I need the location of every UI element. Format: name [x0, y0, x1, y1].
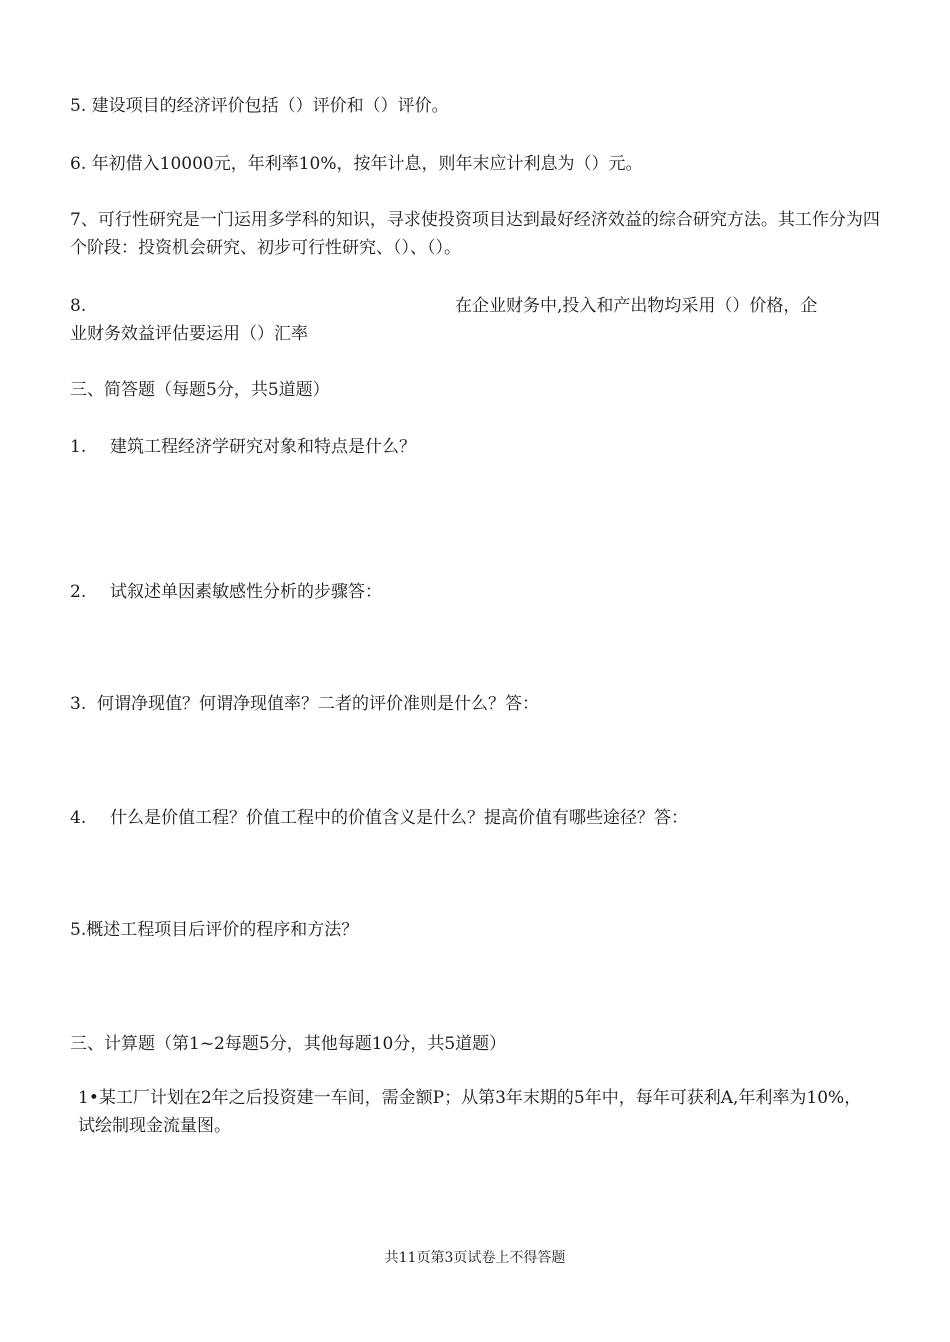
question-number: 3.	[70, 694, 87, 714]
section-heading-short-answer: 三、简答题（每题5分，共5道题）	[70, 380, 330, 400]
question-text: 概述工程项目后评价的程序和方法？	[86, 920, 359, 940]
question-8-text-continued: 业财务效益评估要运用（）汇率	[70, 324, 308, 344]
short-answer-4	[70, 804, 688, 832]
short-answer-2	[70, 578, 382, 606]
question-5: 5. 建设项目的经济评价包括（）评价和（）评价。	[70, 96, 449, 116]
question-8-text: 在企业财务中,投入和产出物均采用（）价格，企	[455, 296, 818, 316]
question-text: 试叙述单因素敏感性分析的步骤答：	[110, 582, 382, 602]
question-number: 2.	[70, 582, 87, 602]
question-number: 4.	[70, 808, 87, 828]
question-6: 6. 年初借入10000元，年利率10%，按年计息，则年末应计利息为（）元。	[70, 154, 643, 174]
question-7: 7、可行性研究是一门运用多学科的知识，寻求使投资项目达到最好经济效益的综合研究方法。其工作分为四个阶段：投资机会研究、初步可行性研究、（）、（）。	[70, 210, 880, 258]
section-heading-calculation: 三、计算题（第1~2每题5分，其他每题10分，共5道题）	[70, 1034, 507, 1054]
calculation-question-1: 1•某工厂计划在2年之后投资建一车间，需金额P；从第3年末期的5年中，每年可获利A,年利率为10%，试绘制现金流量图。	[78, 1088, 862, 1136]
question-8-number: 8.	[70, 296, 87, 316]
question-number: 5.	[70, 920, 87, 940]
short-answer-1	[70, 433, 416, 461]
question-text: 建筑工程经济学研究对象和特点是什么？	[110, 437, 416, 457]
question-text: 何谓净现值？何谓净现值率？二者的评价准则是什么？答：	[97, 694, 540, 714]
short-answer-5	[70, 916, 358, 944]
question-text: 什么是价值工程？价值工程中的价值含义是什么？提高价值有哪些途径？答：	[110, 808, 688, 828]
short-answer-3	[70, 690, 539, 718]
question-number: 1.	[70, 437, 87, 457]
page-footer: 共11页第3页试卷上不得答题	[384, 1250, 566, 1266]
